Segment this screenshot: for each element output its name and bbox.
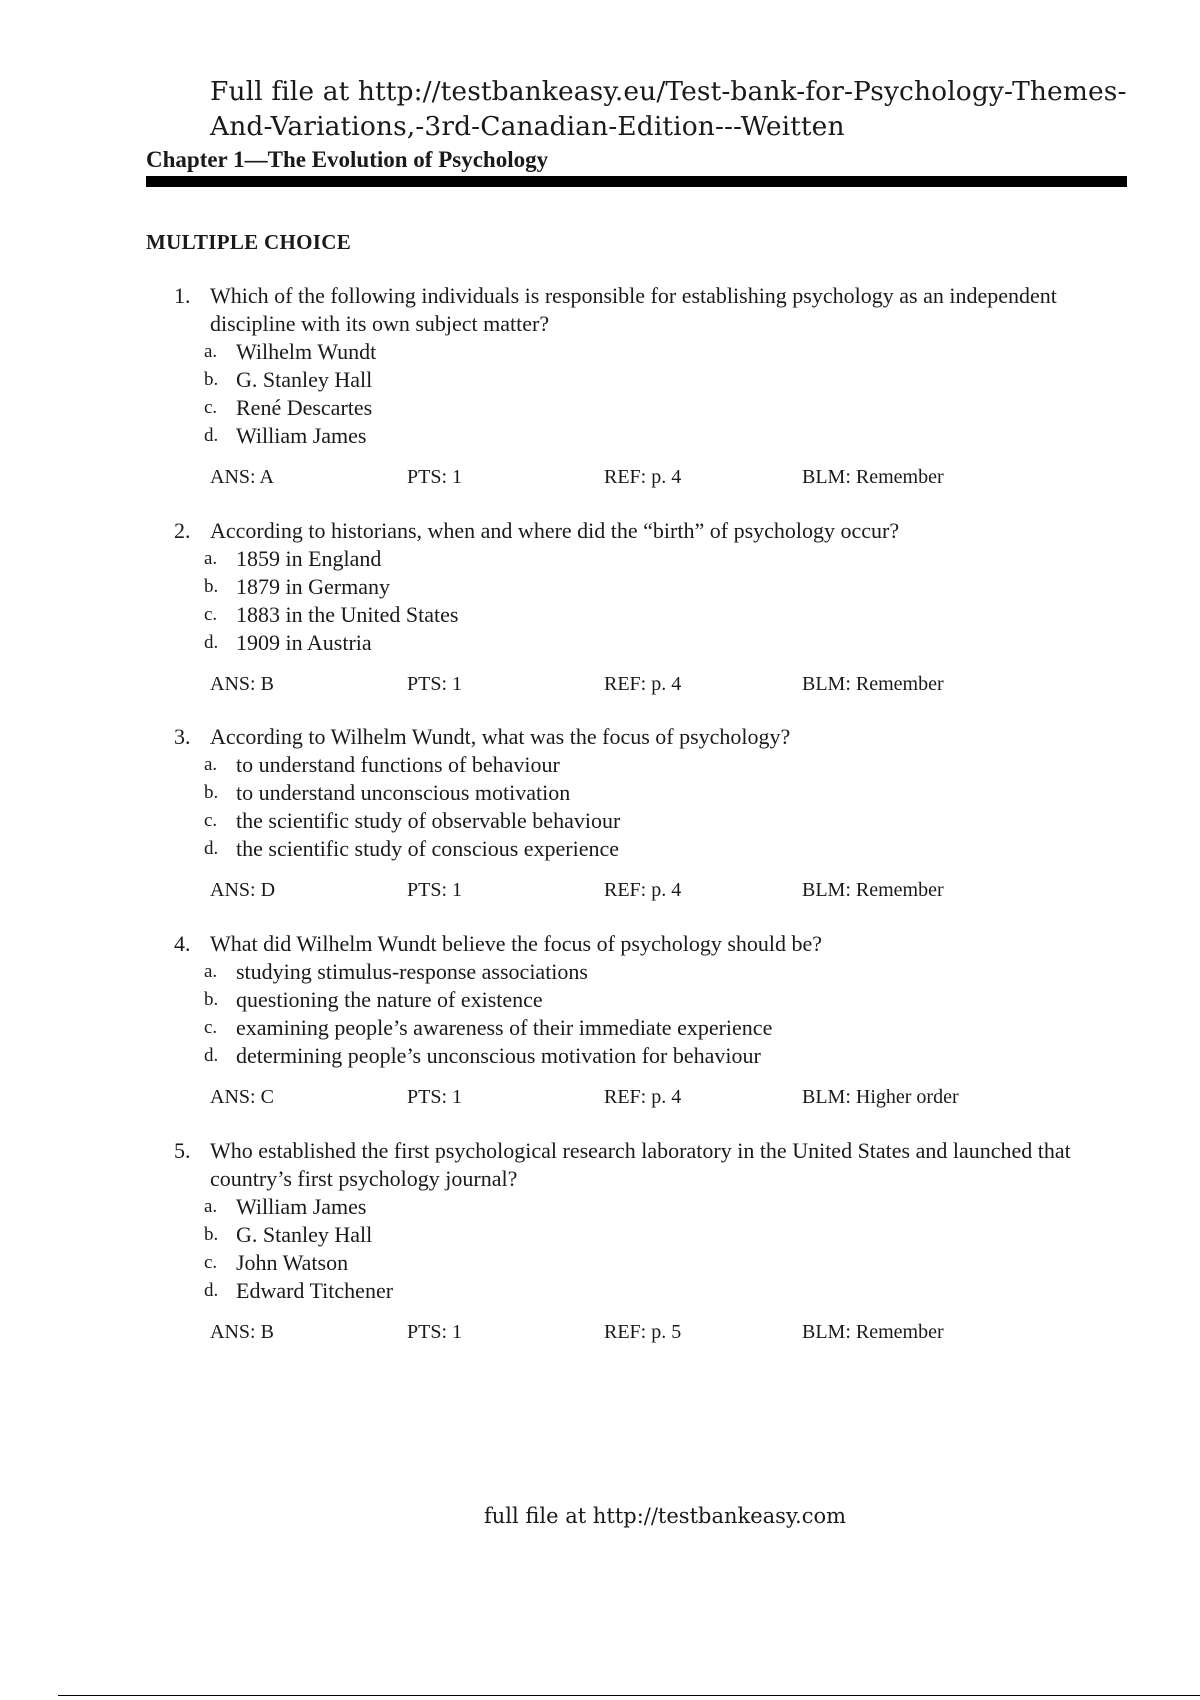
answer-metadata: [146, 463, 1136, 491]
question-2: [146, 517, 1136, 698]
question-number: 2.: [174, 518, 191, 543]
choice-c: [204, 1249, 1136, 1277]
choice-letter: a.: [204, 754, 218, 775]
question-number: 3.: [174, 724, 191, 749]
header-source-link[interactable]: [210, 74, 1130, 144]
choice-letter: a.: [204, 341, 218, 362]
choice-text: the scientific study of observable behaviour: [236, 808, 621, 833]
choice-d: [204, 1042, 1136, 1070]
choice-b: [204, 1221, 1136, 1249]
choice-letter: c.: [204, 1017, 218, 1038]
choice-letter: c.: [204, 810, 218, 831]
answer-key: ANS: C: [210, 1086, 274, 1108]
chapter-title: Chapter 1—The Evolution of Psychology: [146, 147, 549, 172]
answer-metadata: [146, 876, 1136, 904]
choice-text: 1909 in Austria: [236, 630, 372, 655]
choice-c: [204, 1014, 1136, 1042]
question-5: [146, 1137, 1136, 1346]
page-reference: REF: p. 4: [604, 673, 682, 695]
choice-b: [204, 573, 1136, 601]
choice-list: [204, 338, 1136, 450]
choice-list: [204, 1193, 1136, 1305]
choice-a: [204, 751, 1136, 779]
choice-letter: b.: [204, 1224, 219, 1245]
answer-key: ANS: D: [210, 879, 276, 901]
answer-metadata: [146, 670, 1136, 698]
answer-key: ANS: A: [210, 466, 274, 488]
choice-text: the scientific study of conscious experience: [236, 836, 620, 861]
choice-text: to understand unconscious motivation: [236, 780, 571, 805]
choice-list: [204, 545, 1136, 657]
question-text: What did Wilhelm Wundt believe the focus of psychology should be?: [210, 931, 823, 956]
choice-text: G. Stanley Hall: [236, 1222, 373, 1247]
choice-a: [204, 338, 1136, 366]
choice-letter: a.: [204, 961, 218, 982]
choice-letter: a.: [204, 1196, 218, 1217]
choice-a: [204, 1193, 1136, 1221]
choice-text: Wilhelm Wundt: [236, 339, 377, 364]
choice-c: [204, 601, 1136, 629]
page-bottom-rule: [58, 1695, 1200, 1696]
answer-metadata: [146, 1318, 1136, 1346]
points: PTS: 1: [407, 673, 463, 695]
choice-letter: c.: [204, 1252, 218, 1273]
choice-text: John Watson: [236, 1250, 349, 1275]
choice-a: [204, 545, 1136, 573]
section-title: MULTIPLE CHOICE: [146, 230, 352, 254]
choice-letter: b.: [204, 989, 219, 1010]
choice-letter: d.: [204, 1045, 219, 1066]
choice-b: [204, 986, 1136, 1014]
question-3: [146, 723, 1136, 904]
choice-text: René Descartes: [236, 395, 373, 420]
choice-list: [204, 958, 1136, 1070]
question-text: According to Wilhelm Wundt, what was the focus of psychology?: [210, 724, 791, 749]
choice-letter: a.: [204, 548, 218, 569]
choice-text: William James: [236, 423, 367, 448]
choice-letter: b.: [204, 782, 219, 803]
choice-b: [204, 779, 1136, 807]
choice-d: [204, 835, 1136, 863]
choice-d: [204, 629, 1136, 657]
page-reference: REF: p. 5: [604, 1321, 682, 1343]
points: PTS: 1: [407, 1086, 463, 1108]
points: PTS: 1: [407, 466, 463, 488]
choice-letter: c.: [204, 604, 218, 625]
choice-text: studying stimulus-response associations: [236, 959, 588, 984]
blooms-level: BLM: Higher order: [802, 1086, 959, 1108]
header-url-line-1: Full file at http://testbankeasy.eu/Test-bank-for-Psychology-Themes-: [210, 76, 1127, 107]
chapter-divider: [146, 176, 1127, 187]
choice-text: William James: [236, 1194, 367, 1219]
question-number: 1.: [174, 283, 191, 308]
choice-d: [204, 422, 1136, 450]
choice-list: [204, 751, 1136, 863]
choice-letter: d.: [204, 632, 219, 653]
question-number: 4.: [174, 931, 191, 956]
choice-text: determining people’s unconscious motivation for behaviour: [236, 1043, 761, 1068]
blooms-level: BLM: Remember: [802, 1321, 944, 1343]
blooms-level: BLM: Remember: [802, 673, 944, 695]
page-reference: REF: p. 4: [604, 879, 682, 901]
choice-letter: b.: [204, 576, 219, 597]
blooms-level: BLM: Remember: [802, 879, 944, 901]
question-1: [146, 282, 1136, 491]
page-reference: REF: p. 4: [604, 1086, 682, 1108]
question-4: [146, 930, 1136, 1111]
points: PTS: 1: [407, 1321, 463, 1343]
answer-key: ANS: B: [210, 673, 274, 695]
choice-text: Edward Titchener: [236, 1278, 394, 1303]
choice-a: [204, 958, 1136, 986]
choice-text: G. Stanley Hall: [236, 367, 373, 392]
choice-text: 1859 in England: [236, 546, 382, 571]
blooms-level: BLM: Remember: [802, 466, 944, 488]
choice-letter: d.: [204, 425, 219, 446]
question-text: According to historians, when and where did the “birth” of psychology occur?: [210, 518, 900, 543]
page-reference: REF: p. 4: [604, 466, 682, 488]
choice-letter: b.: [204, 369, 219, 390]
answer-metadata: [146, 1083, 1136, 1111]
footer-link[interactable]: full file at http://testbankeasy.com: [483, 1504, 847, 1528]
choice-text: questioning the nature of existence: [236, 987, 543, 1012]
choice-letter: c.: [204, 397, 218, 418]
choice-c: [204, 807, 1136, 835]
choice-c: [204, 394, 1136, 422]
question-number: 5.: [174, 1138, 191, 1163]
choice-text: examining people’s awareness of their immediate experience: [236, 1015, 773, 1040]
choice-text: 1879 in Germany: [236, 574, 390, 599]
choice-letter: d.: [204, 838, 219, 859]
choice-d: [204, 1277, 1136, 1305]
points: PTS: 1: [407, 879, 463, 901]
choice-b: [204, 366, 1136, 394]
choice-text: to understand functions of behaviour: [236, 752, 560, 777]
answer-key: ANS: B: [210, 1321, 274, 1343]
question-text: Which of the following individuals is responsible for establishing psychology as an independent discipline with its own subject matter?: [210, 283, 1057, 336]
question-text: Who established the first psychological research laboratory in the United States and launched that country’s first psychology journal?: [210, 1138, 1071, 1191]
choice-letter: d.: [204, 1280, 219, 1301]
header-url-line-2: And-Variations,-3rd-Canadian-Edition---Weitten: [210, 111, 845, 142]
choice-text: 1883 in the United States: [236, 602, 459, 627]
